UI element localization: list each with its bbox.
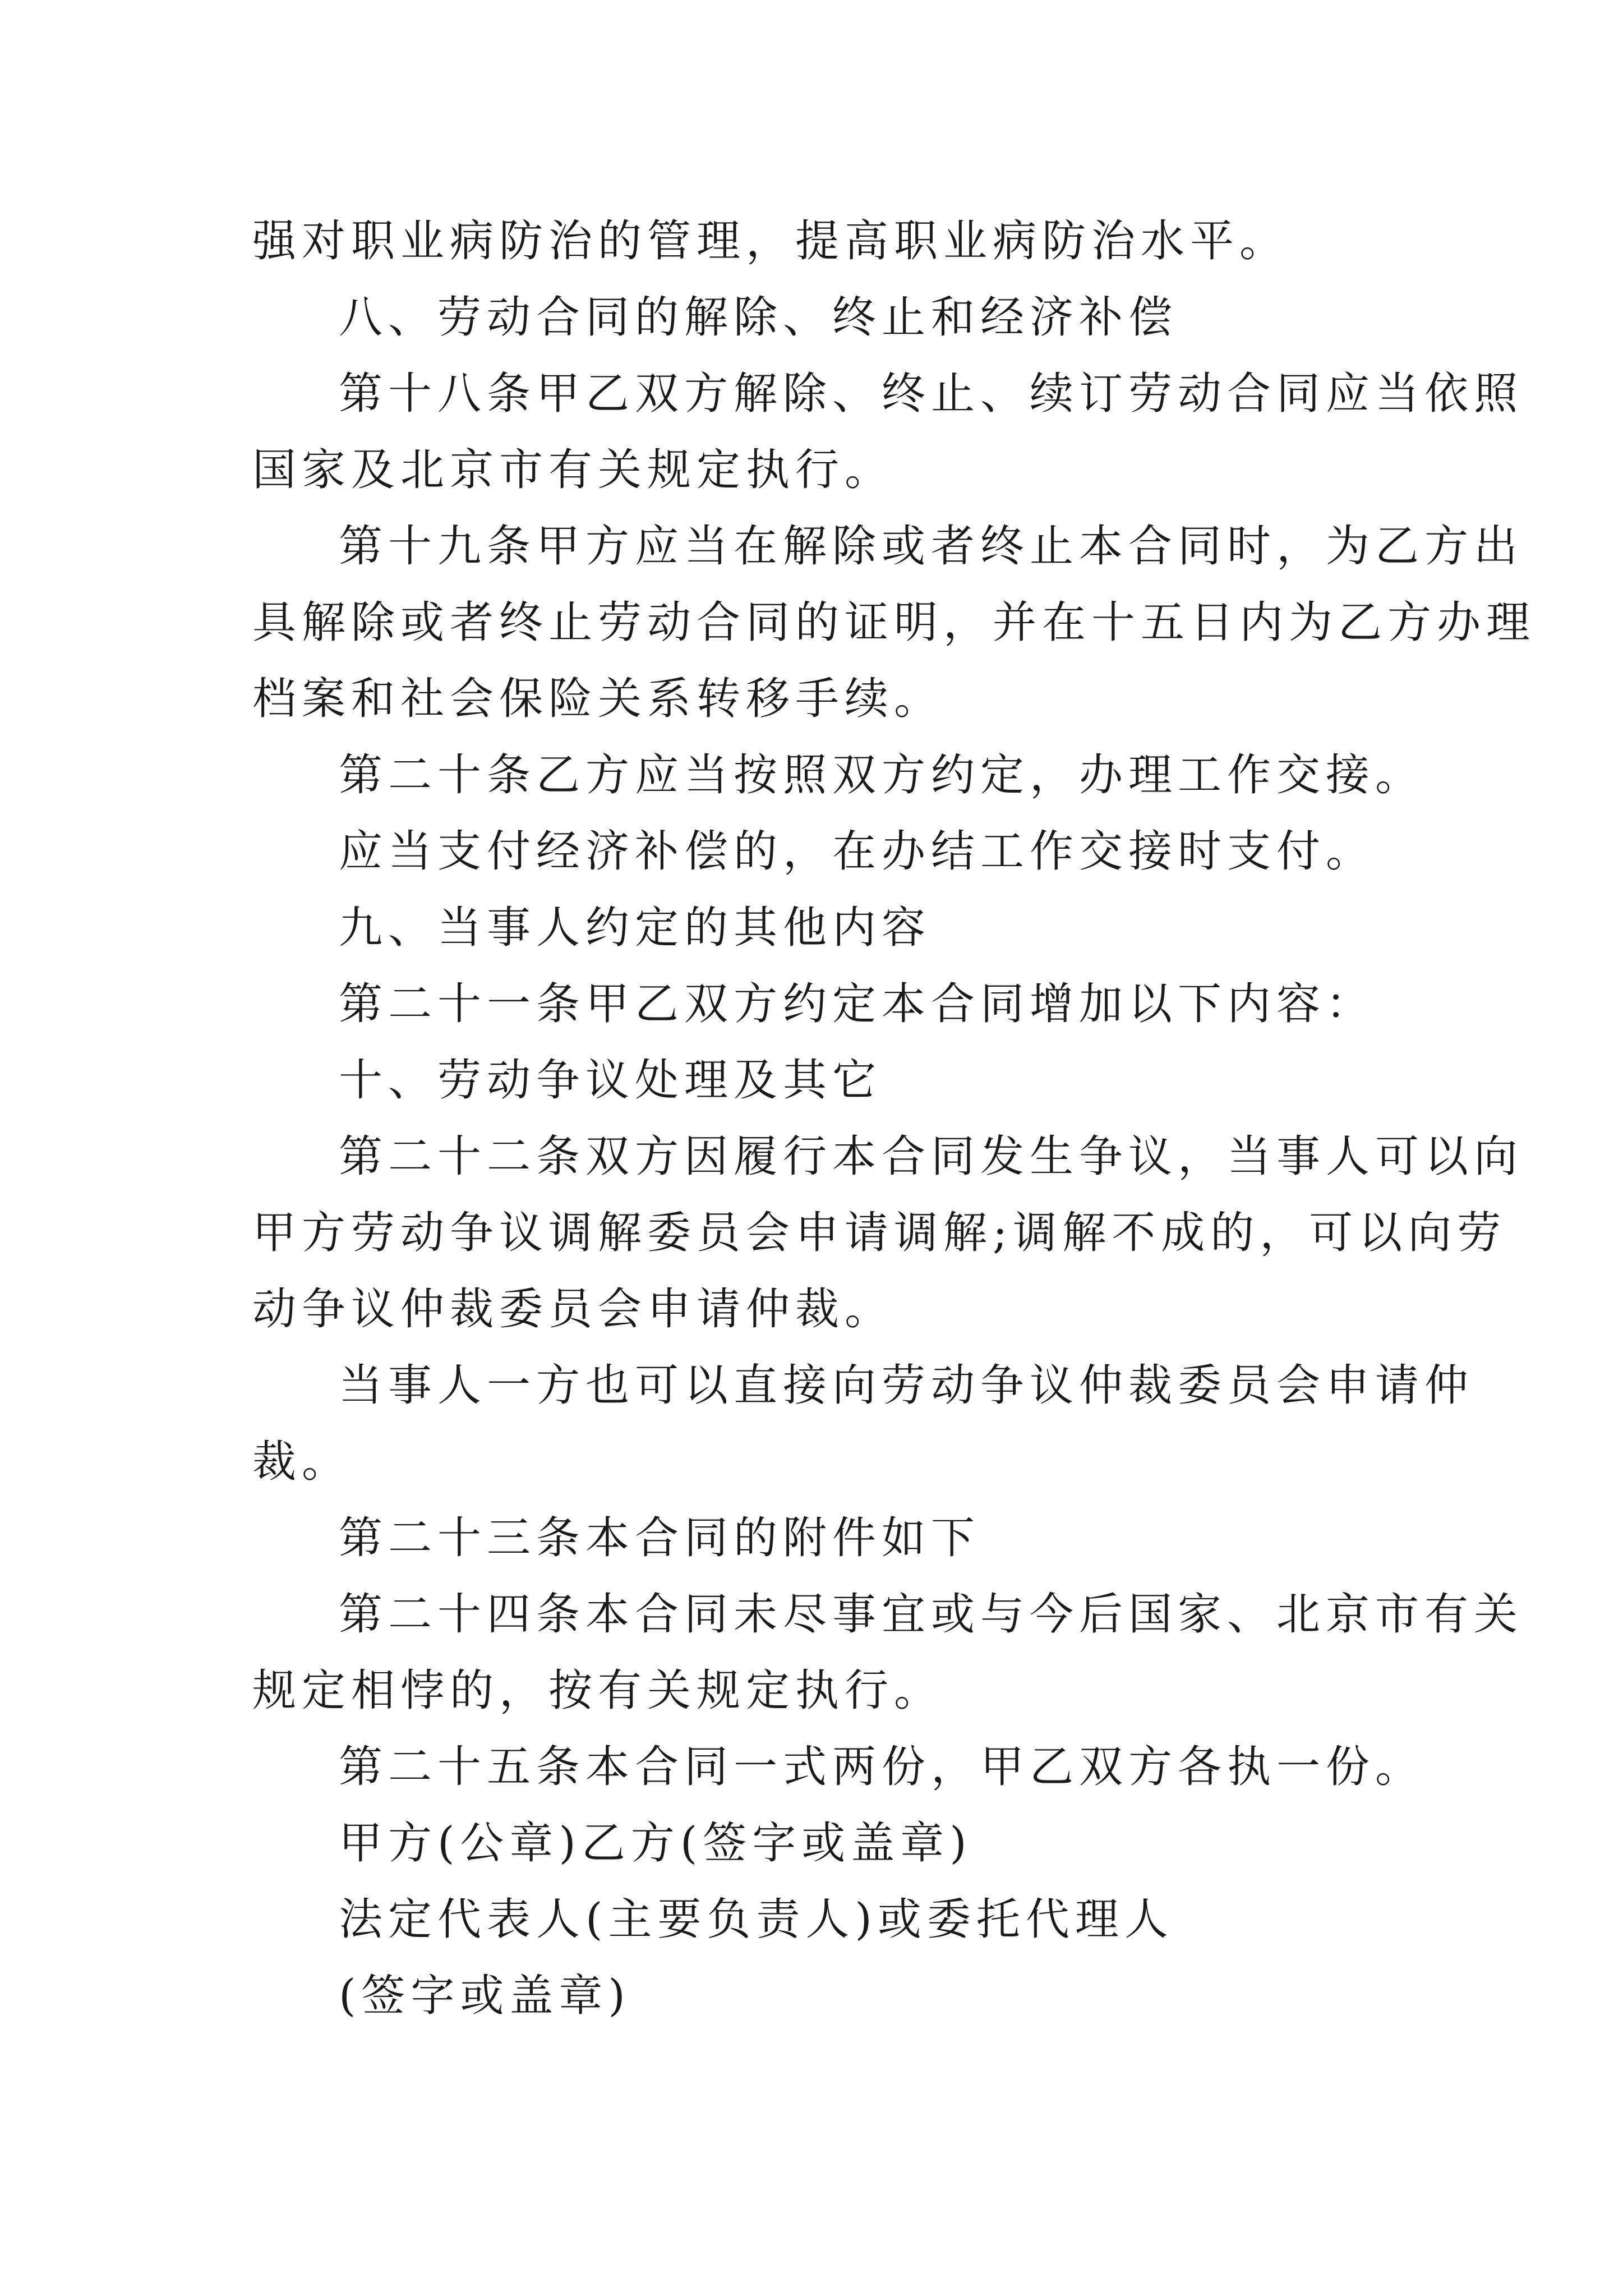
signature-line: 甲方(公章)乙方(签字或盖章) <box>339 1818 972 1869</box>
text-line: 国家及北京市有关规定执行。 <box>252 445 895 495</box>
text-line: 裁。 <box>252 1437 352 1487</box>
text-line: 当事人一方也可以直接向劳动争议仲裁委员会申请仲 <box>339 1360 1474 1411</box>
text-line: 强对职业病防治的管理，提高职业病防治水平。 <box>252 216 1289 266</box>
text-line: 档案和社会保险关系转移手续。 <box>252 674 944 724</box>
text-line: 第二十三条本合同的附件如下 <box>339 1513 981 1563</box>
text-line: 具解除或者终止劳动合同的证明，并在十五日内为乙方办理 <box>252 597 1536 648</box>
text-line: 甲方劳动争议调解委员会申请调解;调解不成的，可以向劳 <box>252 1208 1507 1258</box>
text-line: 规定相悖的，按有关规定执行。 <box>252 1665 944 1716</box>
section-heading: 十、劳动争议处理及其它 <box>339 1055 882 1106</box>
signature-line: (签字或盖章) <box>339 1971 631 2021</box>
text-line: 动争议仲裁委员会申请仲裁。 <box>252 1284 895 1335</box>
text-line: 第二十二条双方因履行本合同发生争议，当事人可以向 <box>339 1131 1524 1182</box>
signature-line: 法定代表人(主要负责人)或委托代理人 <box>339 1894 1174 1945</box>
text-line: 第二十一条甲乙双方约定本合同增加以下内容： <box>339 979 1376 1029</box>
text-line: 应当支付经济补偿的，在办结工作交接时支付。 <box>339 826 1376 877</box>
text-line: 第二十条乙方应当按照双方约定，办理工作交接。 <box>339 750 1425 800</box>
section-heading: 九、当事人约定的其他内容 <box>339 903 932 953</box>
section-heading: 八、劳动合同的解除、终止和经济补偿 <box>339 292 1178 343</box>
text-line: 第二十四条本合同未尽事宜或与今后国家、北京市有关 <box>339 1589 1524 1640</box>
text-line: 第十八条甲乙双方解除、终止、续订劳动合同应当依照 <box>339 369 1524 419</box>
text-line: 第十九条甲方应当在解除或者终止本合同时，为乙方出 <box>339 521 1524 572</box>
text-line: 第二十五条本合同一式两份，甲乙双方各执一份。 <box>339 1742 1425 1792</box>
